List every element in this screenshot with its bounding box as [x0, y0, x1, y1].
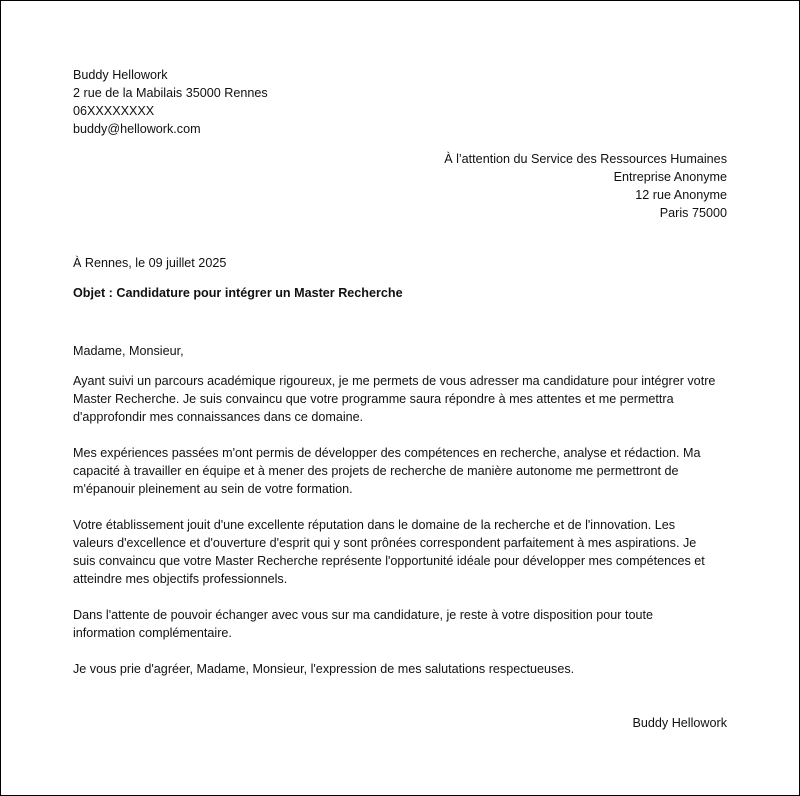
- paragraph-line: m'épanouir pleinement au sein de votre formation.: [73, 482, 353, 496]
- sender-address: 2 rue de la Mabilais 35000 Rennes: [73, 86, 268, 100]
- paragraph-line: d'approfondir mes connaissances dans ce domaine.: [73, 410, 364, 424]
- body-paragraph-2: [73, 444, 733, 498]
- paragraph-line: suis convaincu que votre Master Recherche représente l'opportunité idéale pour développer mes compétences et: [73, 554, 705, 568]
- body-paragraph-1: [73, 372, 733, 426]
- paragraph-line: Je vous prie d'agréer, Madame, Monsieur, l'expression de mes salutations respectueuses.: [73, 662, 575, 676]
- recipient-block: [307, 150, 727, 222]
- body-paragraph-3: [73, 516, 733, 588]
- salutation: Madame, Monsieur,: [73, 344, 184, 358]
- body-paragraph-4: [73, 606, 733, 642]
- subject-line: Objet : Candidature pour intégrer un Master Recherche: [73, 286, 403, 300]
- sender-block: [73, 66, 473, 138]
- paragraph-line: atteindre mes objectifs professionnels.: [73, 572, 288, 586]
- recipient-city: Paris 75000: [659, 206, 727, 220]
- closing-paragraph: [73, 660, 733, 678]
- recipient-attention: À l’attention du Service des Ressources Humaines: [444, 152, 727, 166]
- paragraph-line: Dans l'attente de pouvoir échanger avec vous sur ma candidature, je reste à votre disposition pour toute: [73, 608, 653, 622]
- paragraph-line: Master Recherche. Je suis convaincu que votre programme saura répondre à mes attentes et me permettra: [73, 392, 674, 406]
- recipient-company: Entreprise Anonyme: [613, 170, 727, 184]
- date-line: À Rennes, le 09 juillet 2025: [73, 256, 227, 270]
- paragraph-line: Votre établissement jouit d'une excellente réputation dans le domaine de la recherche et de l'innovation. Les: [73, 518, 676, 532]
- signature: Buddy Hellowork: [632, 716, 727, 730]
- sender-email: buddy@hellowork.com: [73, 122, 201, 136]
- paragraph-line: Ayant suivi un parcours académique rigoureux, je me permets de vous adresser ma candidature pour intégrer votre: [73, 374, 716, 388]
- paragraph-line: valeurs d'excellence et d'ouverture d'esprit qui y sont prônées correspondent parfaitement à mes aspirations. Je: [73, 536, 697, 550]
- paragraph-line: capacité à travailler en équipe et à mener des projets de recherche de manière autonome me permettront de: [73, 464, 679, 478]
- sender-phone: 06XXXXXXXX: [73, 104, 155, 118]
- paragraph-line: information complémentaire.: [73, 626, 232, 640]
- paragraph-line: Mes expériences passées m'ont permis de développer des compétences en recherche, analyse et rédaction. Ma: [73, 446, 701, 460]
- recipient-street: 12 rue Anonyme: [635, 188, 727, 202]
- sender-name: Buddy Hellowork: [73, 68, 168, 82]
